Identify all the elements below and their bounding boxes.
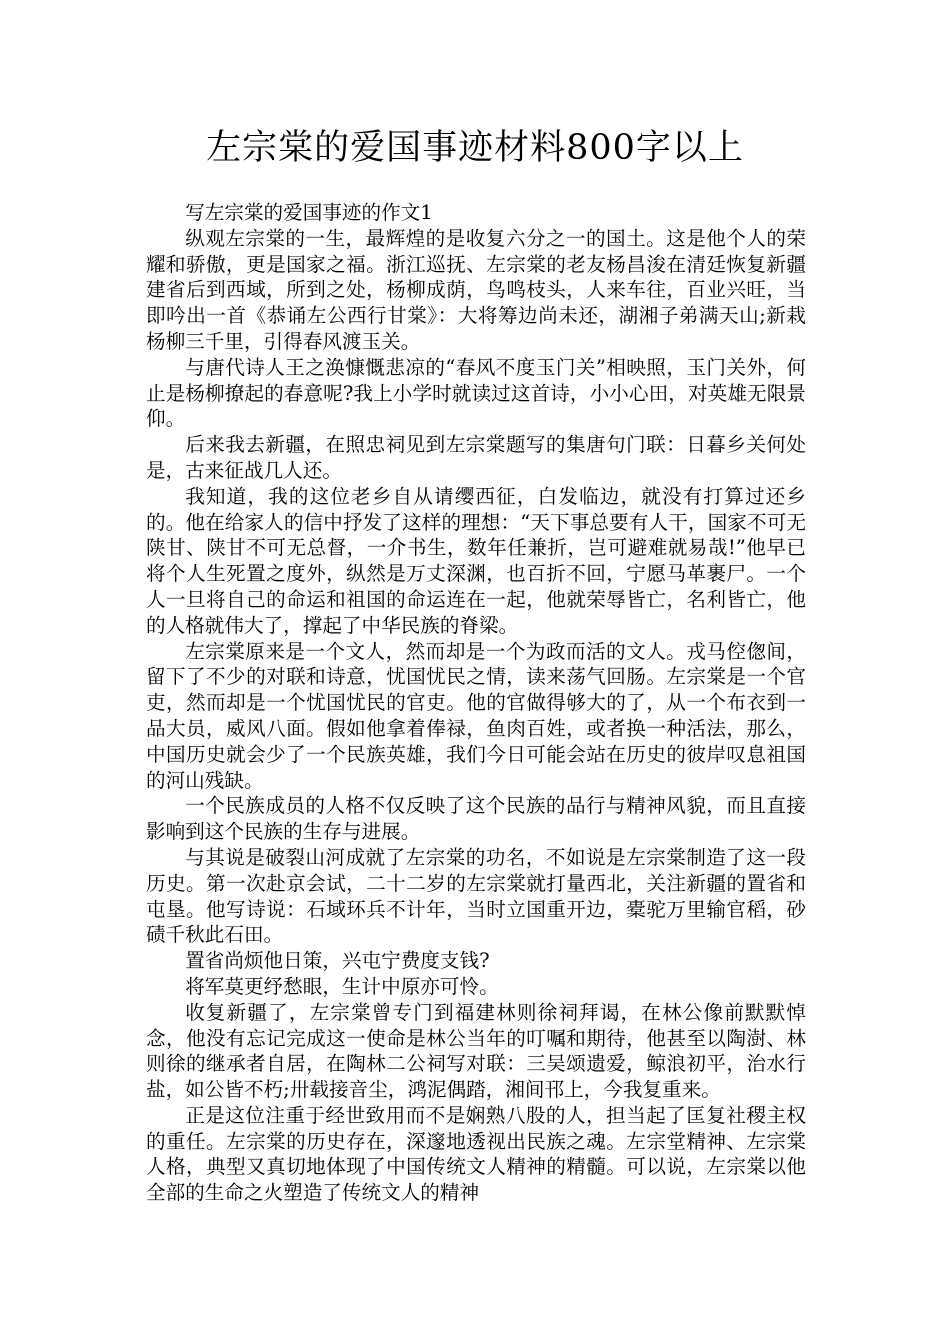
essay-heading: 写左宗棠的爱国事迹的作文1 — [185, 201, 433, 224]
paragraph-6: 一个民族成员的人格不仅反映了这个民族的品行与精神风貌，而且直接影响到这个民族的生存与进展。 — [146, 794, 806, 844]
paragraph-2: 与唐代诗人王之涣慷慨悲凉的“春风不度玉门关”相映照，玉门关外，何止是杨柳撩起的春意呢?我上小学时就读过这首诗，小小心田，对英雄无限景仰。 — [146, 355, 806, 431]
poem-line-1: 置省尚烦他日策，兴屯宁费度支钱? — [185, 949, 490, 973]
document-body — [146, 200, 806, 1206]
paragraph-1: 纵观左宗棠的一生，最辉煌的是收复六分之一的国土。这是他个人的荣耀和骄傲，更是国家之福。浙江巡抚、左宗棠的老友杨昌浚在清廷恢复新疆建省后到西域，所到之处，杨柳成荫，鸟鸣枝头，人来车往，百业兴旺，当即吟出一首《恭诵左公西行甘棠》：大将筹边尚未还，湖湘子弟满天山;新栽杨柳三千里，引得春风渡玉关。 — [146, 226, 806, 353]
paragraph-7: 与其说是破裂山河成就了左宗棠的功名，不如说是左宗棠制造了这一段历史。第一次赴京会试，二十二岁的左宗棠就打量西北，关注新疆的置省和屯垦。他写诗说：石域环兵不计年，当时立国重开边，橐驼万里输官稻，砂碛千秋此石田。 — [146, 845, 806, 947]
document-title: 左宗棠的爱国事迹材料800字以上 — [206, 128, 744, 168]
paragraph-5: 左宗棠原来是一个文人，然而却是一个为政而活的文人。戎马倥偬间，留下了不少的对联和诗意，忧国忧民之情，读来荡气回肠。左宗棠是一个官吏，然而却是一个忧国忧民的官吏。他的官做得够大的了，从一个布衣到一品大员，威风八面。假如他拿着俸禄，鱼肉百姓，或者换一种活法，那么，中国历史就会少了一个民族英雄，我们今日可能会站在历史的彼岸叹息祖国的河山残缺。 — [146, 639, 806, 792]
poem-line-2: 将军莫更纾愁眼，生计中原亦可怜。 — [185, 974, 499, 998]
paragraph-8: 收复新疆了，左宗棠曾专门到福建林则徐祠拜谒，在林公像前默默悼念，他没有忘记完成这一使命是林公当年的叮嘱和期待，他甚至以陶澍、林则徐的继承者自居，在陶林二公祠写对联：三吴颂遗爱，鲸浪初平，治水行盐，如公皆不朽;卅载接音尘，鸿泥偶踏，湘间邗上，今我复重来。 — [146, 1000, 806, 1102]
paragraph-9: 正是这位注重于经世致用而不是娴熟八股的人，担当起了匡复社稷主权的重任。左宗棠的历史存在，深邃地透视出民族之魂。左宗堂精神、左宗棠人格，典型又真切地体现了中国传统文人精神的精髓。可以说，左宗棠以他全部的生命之火塑造了传统文人的精神 — [146, 1103, 806, 1205]
paragraph-4: 我知道，我的这位老乡自从请缨西征，白发临边，就没有打算过还乡的。他在给家人的信中抒发了这样的理想：“天下事总要有人干，国家不可无陕甘、陕甘不可无总督，一介书生，数年任兼折，岂可避难就易哉!”他早已将个人生死置之度外，纵然是万丈深渊，也百折不回，宁愿马革裹尸。一个人一旦将自己的命运和祖国的命运连在一起，他就荣辱皆亡，名利皆亡，他的人格就伟大了，撑起了中华民族的脊梁。 — [146, 484, 806, 637]
paragraph-3: 后来我去新疆，在照忠祠见到左宗棠题写的集唐句门联：日暮乡关何处是，古来征战几人还。 — [146, 433, 806, 482]
